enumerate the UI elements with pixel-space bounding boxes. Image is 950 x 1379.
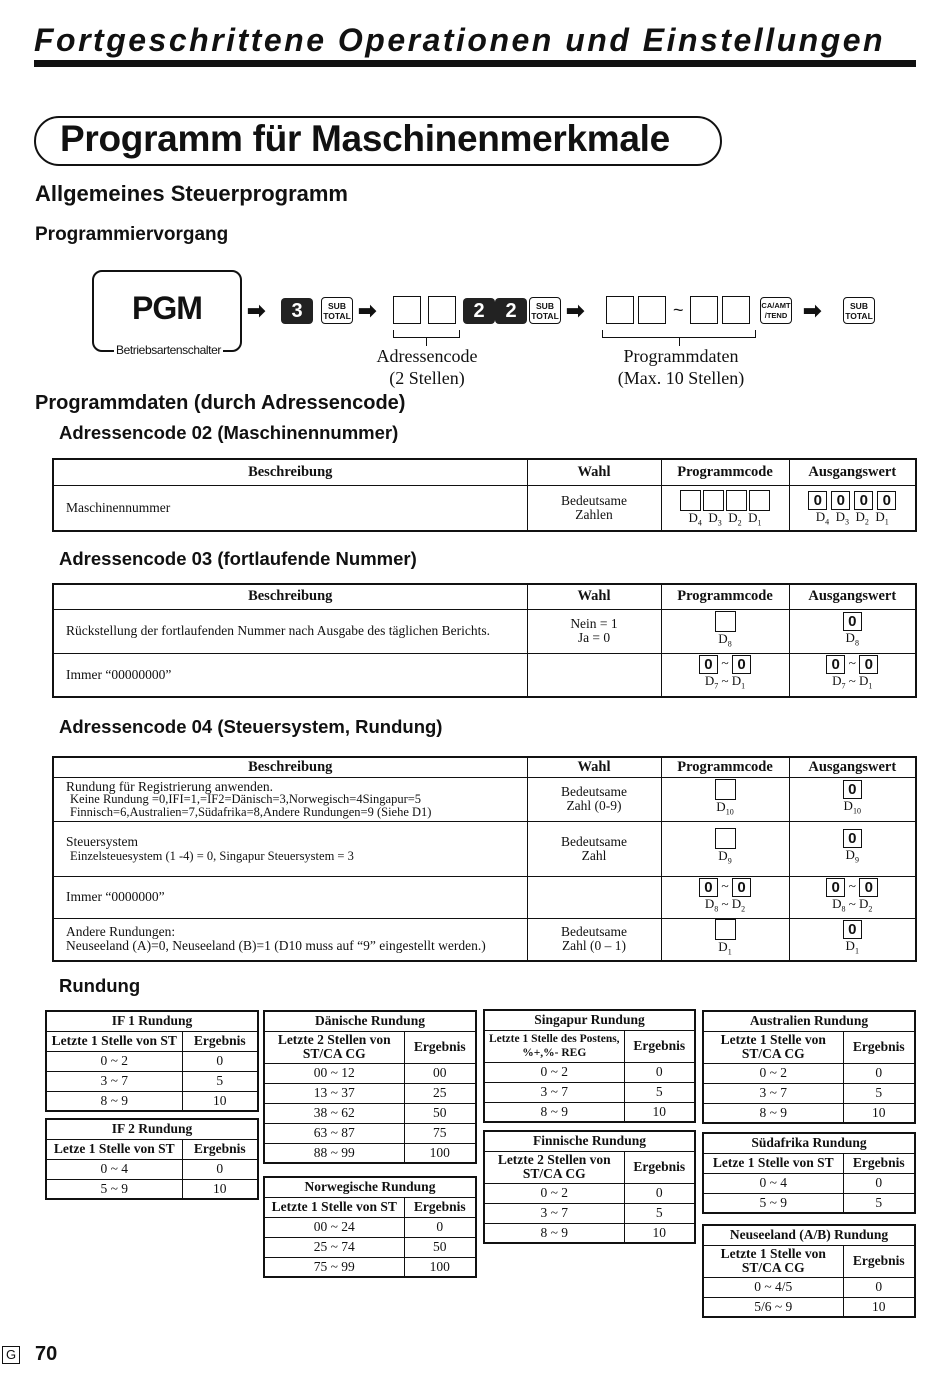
tilde: ~ — [673, 300, 684, 320]
table-row — [46, 1051, 258, 1071]
rounding-range: 63 ~ 87 — [264, 1123, 404, 1143]
rounding-table-title: Norwegische Rundung — [264, 1177, 476, 1197]
rounding-range: 8 ~ 9 — [484, 1102, 624, 1122]
row-desc: Andere Rundungen: Neuseeland (A)=0, Neuseeland (B)=1 (D10 muss auf “9” eingestellt werden.) — [53, 918, 527, 961]
table-row — [264, 1217, 476, 1237]
row-default: 0 ~ 0 $D_7$ ~ $D_1$ — [789, 653, 916, 697]
table-row — [264, 1083, 476, 1103]
row-code: 0 ~ 0 $D_8$ ~ $D_2$ — [661, 876, 789, 918]
rounding-result: 10 — [843, 1103, 915, 1123]
rounding-heading: Rundung — [59, 975, 141, 996]
rounding-col-result: Ergebnis — [182, 1139, 258, 1159]
address-bracket — [393, 330, 460, 338]
rounding-range: 3 ~ 7 — [46, 1071, 182, 1091]
table-row — [53, 876, 916, 918]
col-header-code: Programmcode — [661, 757, 789, 777]
rounding-result: 0 — [182, 1159, 258, 1179]
rounding-table — [263, 1176, 477, 1278]
table-row — [264, 1143, 476, 1163]
rounding-result: 5 — [843, 1193, 915, 1213]
rounding-result: 50 — [404, 1103, 476, 1123]
table-row — [703, 1277, 915, 1297]
rounding-result: 0 — [843, 1277, 915, 1297]
rounding-table-title: Australien Rundung — [703, 1011, 915, 1031]
rounding-table — [702, 1132, 916, 1214]
section-header: Fortgeschrittene Operationen und Einstellungen — [34, 22, 886, 58]
table-row — [484, 1082, 695, 1102]
row-choice — [527, 876, 661, 918]
rounding-table — [483, 1130, 696, 1244]
table-row — [46, 1159, 258, 1179]
rounding-table-title: Dänische Rundung — [264, 1011, 476, 1031]
code04-heading: Adressencode 04 (Steuersystem, Rundung) — [59, 716, 443, 737]
table-row — [46, 1091, 258, 1111]
col-header-code: Programmcode — [661, 459, 789, 485]
data-caption: Programmdaten (Max. 10 Stellen) — [617, 346, 745, 388]
rounding-col-result: Ergebnis — [843, 1031, 915, 1063]
table-row — [484, 1223, 695, 1243]
rounding-result: 100 — [404, 1143, 476, 1163]
row-desc: Rundung für Registrierung anwenden. Keine Rundung =0,IFI=1,=IF2=Dänisch=3,Norwegisch=4Singapur=5 Finnisch=6,Australien=7,Südafrika=8,Andere Rundungen=9 (Siehe D1) — [53, 777, 527, 821]
table-row — [264, 1063, 476, 1083]
rounding-range: 0 ~ 4 — [46, 1159, 182, 1179]
code03-heading: Adressencode 03 (fortlaufende Nummer) — [59, 548, 417, 569]
rounding-col-input: Letzte 2 Stellen von ST/CA CG — [264, 1031, 404, 1063]
table-row — [264, 1237, 476, 1257]
rounding-range: 0 ~ 2 — [484, 1183, 624, 1203]
rounding-range: 0 ~ 2 — [46, 1051, 182, 1071]
rounding-col-result: Ergebnis — [182, 1031, 258, 1051]
rounding-result: 00 — [404, 1063, 476, 1083]
row-default: 0 $D_9$ — [789, 821, 916, 876]
col-header-default: Ausgangswert — [789, 459, 916, 485]
data-bracket — [602, 330, 756, 338]
col-header-desc: Beschreibung — [53, 459, 527, 485]
rounding-table — [702, 1010, 916, 1124]
key-3: 3 — [281, 298, 313, 324]
row-code: $D_4$ $D_3$ $D_2$ $D_1$ — [661, 485, 789, 531]
col-header-code: Programmcode — [661, 584, 789, 609]
rounding-col-input: Letzte 1 Stelle von ST — [46, 1031, 182, 1051]
ca-amt-tend-key: CA/AMT /TEND — [760, 297, 792, 324]
rounding-result: 10 — [182, 1091, 258, 1111]
rounding-range: 88 ~ 99 — [264, 1143, 404, 1163]
subtitle: Allgemeines Steuerprogramm — [35, 181, 348, 206]
table-row — [703, 1063, 915, 1083]
rounding-result: 75 — [404, 1123, 476, 1143]
rounding-result: 0 — [843, 1173, 915, 1193]
rounding-range: 3 ~ 7 — [484, 1082, 624, 1102]
address-digit-box — [393, 296, 421, 324]
col-header-choice: Wahl — [527, 584, 661, 609]
data-digit-box — [722, 296, 750, 324]
rounding-result: 0 — [404, 1217, 476, 1237]
rounding-range: 0 ~ 2 — [703, 1063, 843, 1083]
rounding-range: 5/6 ~ 9 — [703, 1297, 843, 1317]
row-choice — [527, 653, 661, 697]
rounding-table — [263, 1010, 477, 1164]
rounding-range: 3 ~ 7 — [484, 1203, 624, 1223]
code04-table — [52, 756, 917, 962]
rounding-col-result: Ergebnis — [843, 1245, 915, 1277]
rounding-col-result: Ergebnis — [404, 1197, 476, 1217]
address-caption: Adressencode (2 Stellen) — [376, 346, 478, 388]
rounding-range: 8 ~ 9 — [46, 1091, 182, 1111]
rounding-range: 8 ~ 9 — [484, 1223, 624, 1243]
key-2: 2 — [463, 298, 495, 324]
rounding-col-input: Letzte 1 Stelle von ST/CA CG — [703, 1031, 843, 1063]
rounding-result: 5 — [624, 1203, 695, 1223]
row-desc: Rückstellung der fortlaufenden Nummer nach Ausgabe des täglichen Berichts. — [53, 609, 527, 653]
rounding-result: 0 — [624, 1062, 695, 1082]
table-row — [484, 1203, 695, 1223]
rounding-table — [45, 1118, 259, 1200]
rounding-table-title: Singapur Rundung — [484, 1010, 695, 1030]
rounding-result: 0 — [182, 1051, 258, 1071]
rounding-range: 5 ~ 9 — [703, 1193, 843, 1213]
col-header-desc: Beschreibung — [53, 584, 527, 609]
header-rule — [34, 60, 916, 67]
mode-switch-caption: Betriebsartenschalter — [116, 343, 221, 357]
row-choice: Bedeutsame Zahl — [527, 821, 661, 876]
rounding-range: 0 ~ 4 — [703, 1173, 843, 1193]
subtotal-key: SUB TOTAL — [843, 297, 875, 324]
address-digit-box — [428, 296, 456, 324]
rounding-range: 25 ~ 74 — [264, 1237, 404, 1257]
rounding-col-result: Ergebnis — [843, 1153, 915, 1173]
rounding-result: 50 — [404, 1237, 476, 1257]
arrow-icon: ➡ — [358, 298, 377, 323]
table-row — [484, 1183, 695, 1203]
rounding-col-result: Ergebnis — [624, 1151, 695, 1183]
rounding-result: 100 — [404, 1257, 476, 1277]
arrow-icon: ➡ — [566, 298, 585, 323]
rounding-range: 3 ~ 7 — [703, 1083, 843, 1103]
key-2: 2 — [495, 298, 527, 324]
table-row — [703, 1297, 915, 1317]
arrow-icon: ➡ — [803, 298, 822, 323]
table-row — [264, 1123, 476, 1143]
code02-table — [52, 458, 917, 532]
arrow-icon: ➡ — [247, 298, 266, 323]
table-row — [484, 1062, 695, 1082]
rounding-range: 8 ~ 9 — [703, 1103, 843, 1123]
row-choice: Bedeutsame Zahl (0 – 1) — [527, 918, 661, 961]
col-header-choice: Wahl — [527, 459, 661, 485]
rounding-col-input: Letze 1 Stelle von ST — [703, 1153, 843, 1173]
rounding-range: 00 ~ 24 — [264, 1217, 404, 1237]
rounding-table-title: IF 2 Rundung — [46, 1119, 258, 1139]
table-row — [264, 1257, 476, 1277]
col-header-default: Ausgangswert — [789, 584, 916, 609]
rounding-range: 75 ~ 99 — [264, 1257, 404, 1277]
table-row — [53, 821, 916, 876]
rounding-table — [702, 1224, 916, 1318]
page-number: 70 — [35, 1343, 58, 1365]
table-row — [53, 918, 916, 961]
rounding-table-title: Neuseeland (A/B) Rundung — [703, 1225, 915, 1245]
table-row — [703, 1193, 915, 1213]
rounding-col-input: Letzte 1 Stelle von ST/CA CG — [703, 1245, 843, 1277]
rounding-col-input: Letzte 2 Stellen von ST/CA CG — [484, 1151, 624, 1183]
data-digit-box — [690, 296, 718, 324]
rounding-range: 5 ~ 9 — [46, 1179, 182, 1199]
row-code: $D_1$ — [661, 918, 789, 961]
table-row — [703, 1083, 915, 1103]
rounding-result: 0 — [624, 1183, 695, 1203]
row-default: 0 $D_1$ — [789, 918, 916, 961]
rounding-range: 13 ~ 37 — [264, 1083, 404, 1103]
row-desc: Immer “00000000” — [53, 653, 527, 697]
rounding-range: 0 ~ 4/5 — [703, 1277, 843, 1297]
language-badge: G — [2, 1346, 20, 1364]
row-choice: Bedeutsame Zahlen — [527, 485, 661, 531]
rounding-table — [483, 1009, 696, 1123]
data-heading: Programmdaten (durch Adressencode) — [35, 392, 406, 414]
col-header-desc: Beschreibung — [53, 757, 527, 777]
row-desc: Maschinennummer — [53, 485, 527, 531]
row-choice: Nein = 1 Ja = 0 — [527, 609, 661, 653]
subtotal-key: SUB TOTAL — [321, 297, 353, 324]
rounding-result: 25 — [404, 1083, 476, 1103]
row-default: 0 0 0 0 $D_4$ $D_3$ $D_2$ $D_1$ — [789, 485, 916, 531]
row-code: $D_8$ — [661, 609, 789, 653]
subtotal-key: SUB TOTAL — [529, 297, 561, 324]
row-default: 0 $D_{10}$ — [789, 777, 916, 821]
table-row — [46, 1179, 258, 1199]
table-row — [53, 777, 916, 821]
rounding-table-title: Finnische Rundung — [484, 1131, 695, 1151]
rounding-table — [45, 1010, 259, 1112]
code02-heading: Adressencode 02 (Maschinennummer) — [59, 422, 399, 443]
row-code: 0 ~ 0 $D_7$ ~ $D_1$ — [661, 653, 789, 697]
rounding-col-result: Ergebnis — [404, 1031, 476, 1063]
rounding-col-result: Ergebnis — [624, 1030, 695, 1062]
table-row — [703, 1103, 915, 1123]
col-header-default: Ausgangswert — [789, 757, 916, 777]
table-row — [703, 1173, 915, 1193]
rounding-result: 10 — [843, 1297, 915, 1317]
table-row — [264, 1103, 476, 1123]
rounding-result: 0 — [843, 1063, 915, 1083]
rounding-result: 10 — [182, 1179, 258, 1199]
rounding-result: 5 — [182, 1071, 258, 1091]
rounding-table-title: Südafrika Rundung — [703, 1133, 915, 1153]
row-code: $D_9$ — [661, 821, 789, 876]
table-row — [53, 485, 916, 531]
mode-switch-label: PGM — [132, 290, 202, 326]
table-row — [53, 609, 916, 653]
code03-table — [52, 583, 917, 698]
data-digit-box — [638, 296, 666, 324]
rounding-result: 5 — [843, 1083, 915, 1103]
rounding-result: 10 — [624, 1102, 695, 1122]
row-default: 0 ~ 0 $D_8$ ~ $D_2$ — [789, 876, 916, 918]
procedure-heading: Programmiervorgang — [35, 224, 229, 245]
rounding-col-input: Letze 1 Stelle von ST — [46, 1139, 182, 1159]
row-desc: Steuersystem Einzelsteuesystem (1 -4) = 0, Singapur Steuersystem = 3 — [53, 821, 527, 876]
row-code: $D_{10}$ — [661, 777, 789, 821]
rounding-table-title: IF 1 Rundung — [46, 1011, 258, 1031]
table-row — [53, 653, 916, 697]
row-default: 0 $D_8$ — [789, 609, 916, 653]
col-header-choice: Wahl — [527, 757, 661, 777]
rounding-result: 5 — [624, 1082, 695, 1102]
table-row — [46, 1071, 258, 1091]
rounding-result: 10 — [624, 1223, 695, 1243]
page-title: Programm für Maschinenmerkmale — [60, 118, 670, 159]
rounding-range: 0 ~ 2 — [484, 1062, 624, 1082]
rounding-range: 00 ~ 12 — [264, 1063, 404, 1083]
rounding-col-input: Letzte 1 Stelle des Postens, %+,%- REG — [484, 1030, 624, 1062]
table-row — [484, 1102, 695, 1122]
row-desc: Immer “0000000” — [53, 876, 527, 918]
rounding-col-input: Letzte 1 Stelle von ST — [264, 1197, 404, 1217]
rounding-range: 38 ~ 62 — [264, 1103, 404, 1123]
row-choice: Bedeutsame Zahl (0-9) — [527, 777, 661, 821]
data-digit-box — [606, 296, 634, 324]
